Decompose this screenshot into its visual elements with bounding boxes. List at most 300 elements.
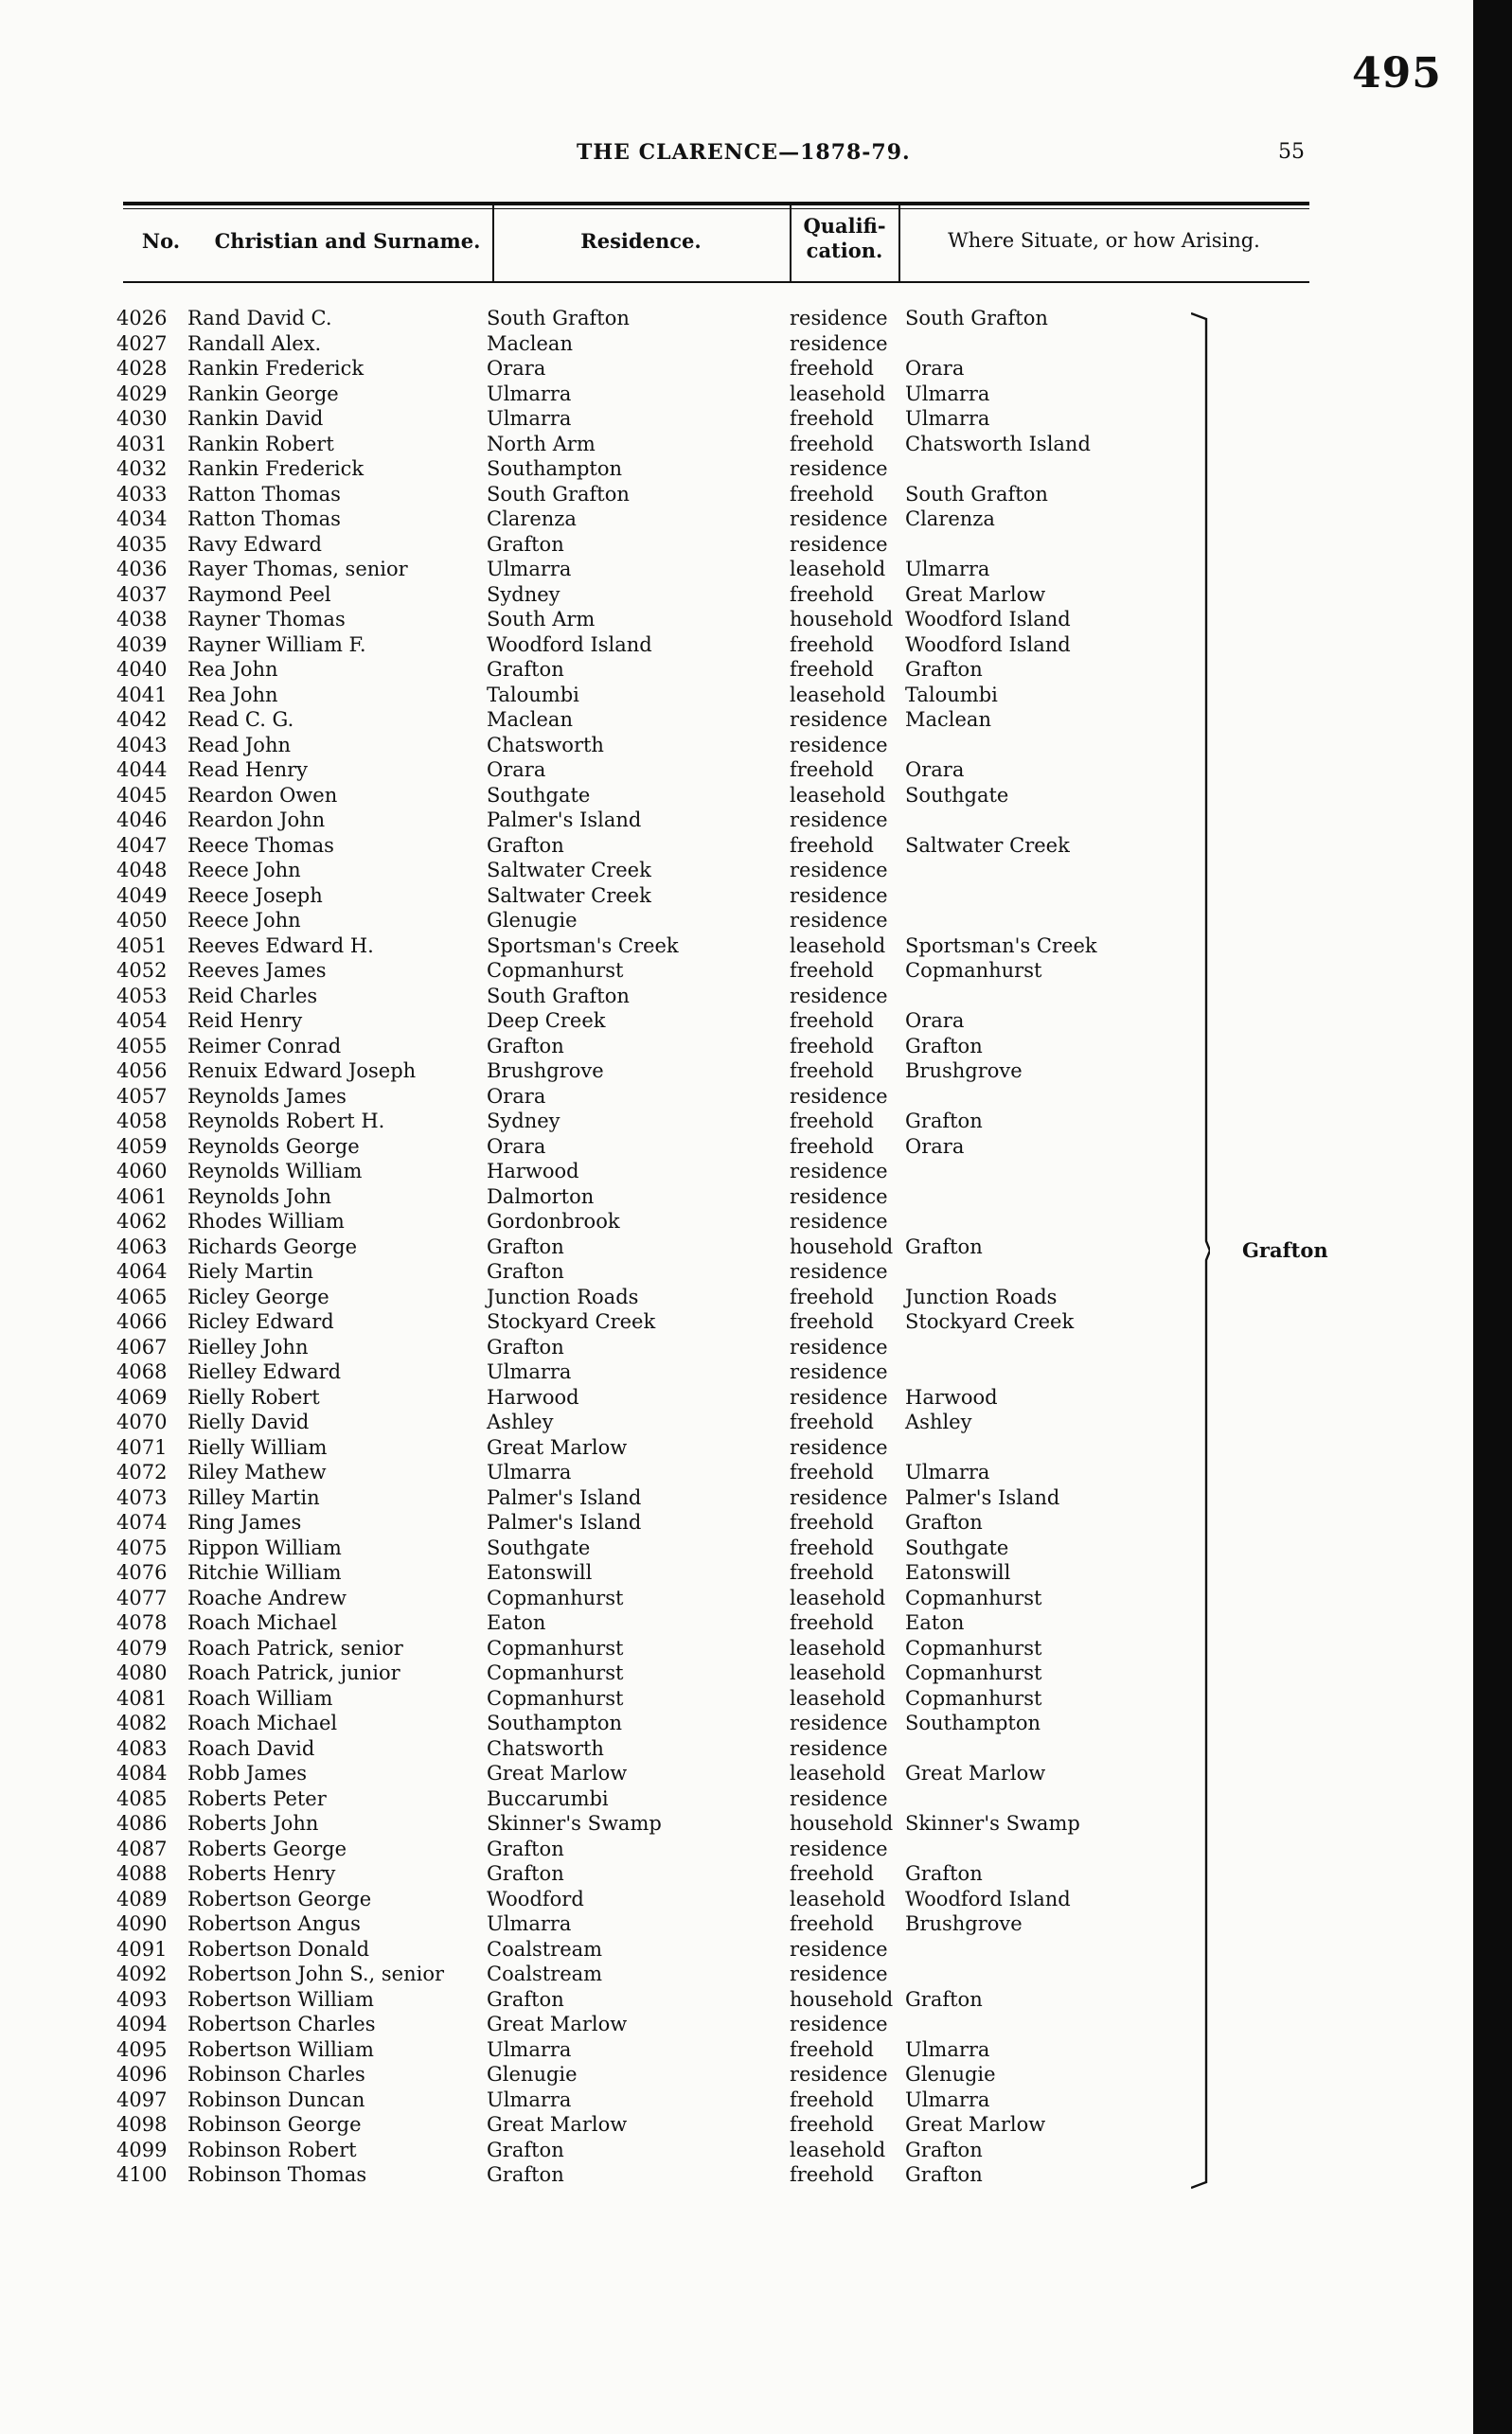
entry-qualification: residence [790, 1360, 888, 1383]
entry-where: Sportsman's Creek [905, 933, 1097, 957]
entry-name: Robinson Duncan [187, 2088, 365, 2111]
entry-qualification: freehold [790, 833, 874, 857]
entry-name: Reeves Edward H. [187, 933, 374, 957]
entry-qualification: freehold [790, 1110, 874, 1132]
table-row [0, 1159, 1325, 1184]
table-row [0, 607, 1325, 632]
table-row [0, 858, 1325, 883]
header-residence: Residence. [580, 229, 702, 253]
entry-name: Rayner William F. [187, 632, 366, 656]
header-name: Christian and Surname. [214, 229, 481, 253]
entry-number: 4027 [116, 331, 168, 355]
entry-qualification: freehold [790, 2088, 874, 2111]
entry-qualification: residence [790, 1837, 888, 1860]
table-row [0, 1359, 1325, 1385]
entry-number: 4096 [116, 2063, 168, 2086]
entry-number: 4074 [116, 1511, 168, 1534]
page-number: 495 [1352, 49, 1442, 98]
entry-qualification: residence [790, 708, 888, 731]
entry-residence: Grafton [487, 1987, 564, 2011]
table-row [0, 707, 1325, 733]
entry-name: Reynolds George [187, 1134, 360, 1158]
entry-residence: Ulmarra [487, 1360, 572, 1383]
entry-residence: Great Marlow [487, 2113, 628, 2136]
entry-residence: Harwood [487, 1385, 579, 1409]
entry-residence: Orara [487, 1084, 546, 1108]
entry-number: 4047 [116, 833, 168, 857]
entry-qualification: freehold [790, 959, 874, 982]
table-row [0, 683, 1325, 708]
table-row [0, 808, 1325, 833]
entry-qualification: leasehold [790, 1586, 886, 1609]
entry-where: Ulmarra [905, 2037, 990, 2061]
entry-residence: Southgate [487, 783, 591, 807]
entry-residence: Junction Roads [487, 1285, 639, 1308]
entry-number: 4089 [116, 1887, 168, 1910]
entry-name: Rankin Frederick [187, 357, 365, 380]
entry-residence: Copmanhurst [487, 1636, 624, 1660]
entry-name: Rielly Robert [187, 1385, 320, 1409]
entry-name: Rankin George [187, 382, 339, 405]
entry-number: 4053 [116, 984, 168, 1007]
header-where: Where Situate, or how Arising. [948, 229, 1260, 252]
entry-qualification: freehold [790, 1285, 874, 1308]
entry-name: Rhodes William [187, 1210, 345, 1233]
table-row [0, 1586, 1325, 1611]
entry-number: 4031 [116, 432, 168, 455]
entry-qualification: freehold [790, 658, 874, 681]
entry-name: Reid Henry [187, 1009, 303, 1032]
entry-qualification: freehold [790, 632, 874, 656]
entry-name: Read John [187, 733, 291, 756]
table-row [0, 2112, 1325, 2138]
entry-number: 4045 [116, 783, 168, 807]
entry-name: Rankin David [187, 407, 324, 430]
entry-residence: Ulmarra [487, 1912, 572, 1935]
entry-qualification: leasehold [790, 2138, 886, 2161]
entry-name: Raymond Peel [187, 582, 331, 606]
table-row [0, 1435, 1325, 1461]
entry-name: Robertson John S., senior [187, 1963, 445, 1985]
entry-qualification: residence [790, 1937, 888, 1961]
entry-where: Grafton [905, 1235, 983, 1258]
entry-name: Roach David [187, 1736, 315, 1760]
entry-qualification: residence [790, 1712, 888, 1734]
table-row [0, 1385, 1325, 1411]
table-row [0, 2088, 1325, 2113]
table-row [0, 1636, 1325, 1661]
entry-number: 4088 [116, 1862, 168, 1885]
entry-number: 4075 [116, 1536, 168, 1559]
entry-name: Reardon John [187, 808, 326, 831]
entry-name: Ring James [187, 1511, 302, 1534]
entry-qualification: residence [790, 1485, 888, 1509]
entry-name: Reece Joseph [187, 883, 323, 907]
entry-number: 4068 [116, 1360, 168, 1383]
entry-name: Rand David C. [187, 307, 332, 329]
entry-residence: Palmer's Island [487, 808, 642, 831]
table-row [0, 1309, 1325, 1335]
entry-qualification: residence [790, 1736, 888, 1760]
entry-qualification: freehold [790, 582, 874, 606]
entry-name: Reece John [187, 909, 301, 932]
bracket [1191, 311, 1210, 2190]
entry-where: Orara [905, 357, 965, 380]
entry-name: Ricley Edward [187, 1310, 334, 1333]
table-row [0, 1134, 1325, 1160]
entry-number: 4076 [116, 1561, 168, 1584]
table-row [0, 1285, 1325, 1310]
entry-number: 4046 [116, 808, 168, 831]
entry-residence: Grafton [487, 1862, 564, 1885]
entry-name: Roberts Henry [187, 1862, 336, 1885]
table-row [0, 532, 1325, 558]
entry-where: Chatsworth Island [905, 432, 1091, 455]
entry-residence: Copmanhurst [487, 1586, 624, 1609]
entry-name: Read Henry [187, 758, 309, 781]
entry-where: Copmanhurst [905, 1686, 1042, 1710]
table-row [0, 582, 1325, 608]
table-row [0, 331, 1325, 357]
entry-qualification: freehold [790, 1461, 874, 1483]
entry-where: Clarenza [905, 507, 995, 530]
entry-qualification: residence [790, 331, 888, 355]
table-row [0, 1610, 1325, 1636]
entry-residence: Grafton [487, 658, 564, 681]
folio-number: 55 [1278, 140, 1305, 164]
entry-residence: Stockyard Creek [487, 1310, 656, 1333]
entry-residence: Grafton [487, 532, 564, 556]
table-row [0, 2062, 1325, 2088]
entry-where: Orara [905, 758, 965, 781]
entry-residence: Copmanhurst [487, 1661, 624, 1684]
entry-residence: Grafton [487, 1235, 564, 1258]
entry-qualification: residence [790, 457, 888, 480]
entry-where: Junction Roads [905, 1285, 1058, 1308]
entry-number: 4026 [116, 307, 168, 329]
table-row [0, 958, 1325, 984]
table-row [0, 1711, 1325, 1736]
entry-where: Ulmarra [905, 1461, 990, 1483]
table-row [0, 1937, 1325, 1963]
entry-qualification: household [790, 608, 894, 631]
entry-qualification: leasehold [790, 1887, 886, 1910]
entry-qualification: residence [790, 1335, 888, 1359]
entry-qualification: freehold [790, 1034, 874, 1057]
table-row [0, 456, 1325, 482]
entry-name: Rielly David [187, 1411, 310, 1433]
entry-where: Orara [905, 1134, 965, 1158]
entry-name: Robinson Thomas [187, 2163, 367, 2186]
entry-qualification: freehold [790, 432, 874, 455]
header-rule-bottom [123, 281, 1309, 283]
entry-residence: Deep Creek [487, 1009, 606, 1032]
entry-name: Randall Alex. [187, 331, 322, 355]
entry-number: 4033 [116, 482, 168, 506]
entry-number: 4032 [116, 457, 168, 480]
entry-number: 4057 [116, 1084, 168, 1108]
entry-residence: Ulmarra [487, 2088, 572, 2111]
table-row [0, 1410, 1325, 1435]
table-row [0, 482, 1325, 507]
entry-number: 4038 [116, 608, 168, 631]
entry-name: Roach Patrick, senior [187, 1636, 403, 1660]
entry-where: Grafton [905, 2163, 983, 2186]
entry-qualification: freehold [790, 1511, 874, 1534]
table-row [0, 1058, 1325, 1084]
entry-qualification: household [790, 1987, 894, 2011]
entry-name: Ricley George [187, 1285, 329, 1308]
entry-name: Rea John [187, 658, 278, 681]
entry-qualification: residence [790, 1160, 888, 1182]
table-row [0, 2037, 1325, 2063]
entry-qualification: leasehold [790, 1661, 886, 1684]
table-row [0, 1962, 1325, 1987]
entry-name: Ritchie William [187, 1561, 342, 1584]
entry-residence: Skinner's Swamp [487, 1812, 662, 1835]
entry-where: Ashley [905, 1411, 972, 1433]
entry-name: Reimer Conrad [187, 1034, 342, 1057]
entry-residence: Sydney [487, 582, 560, 606]
entry-where: Grafton [905, 1862, 983, 1885]
entry-name: Reynolds John [187, 1184, 331, 1208]
header-qualification-line1: Qualifi- [803, 214, 886, 238]
table-row [0, 406, 1325, 432]
entry-residence: Ulmarra [487, 407, 572, 430]
entry-residence: Woodford [487, 1887, 584, 1910]
entry-where: South Grafton [905, 307, 1048, 329]
entry-name: Robinson Robert [187, 2138, 357, 2161]
table-row [0, 1761, 1325, 1786]
entry-residence: Grafton [487, 1837, 564, 1860]
entries-list [0, 306, 1325, 2188]
entry-qualification: leasehold [790, 1762, 886, 1785]
entry-number: 4072 [116, 1461, 168, 1483]
entry-name: Roach Michael [187, 1611, 338, 1634]
entry-where: Palmer's Island [905, 1485, 1060, 1509]
entry-name: Robertson William [187, 2037, 374, 2061]
entry-number: 4093 [116, 1987, 168, 2011]
entry-qualification: freehold [790, 1411, 874, 1433]
entry-name: Rilley Martin [187, 1485, 320, 1509]
entry-residence: Harwood [487, 1160, 579, 1182]
entry-name: Reynolds James [187, 1084, 347, 1108]
entry-number: 4034 [116, 507, 168, 530]
entry-name: Rippon William [187, 1536, 342, 1559]
entry-residence: Grafton [487, 1335, 564, 1359]
entry-name: Rayer Thomas, senior [187, 558, 408, 580]
entry-where: Copmanhurst [905, 1661, 1042, 1684]
entry-residence: Maclean [487, 708, 573, 731]
entry-number: 4087 [116, 1837, 168, 1860]
entry-where: Ulmarra [905, 558, 990, 580]
table-row [0, 2162, 1325, 2188]
entry-where: Great Marlow [905, 2113, 1046, 2136]
entry-residence: Copmanhurst [487, 1686, 624, 1710]
entry-qualification: residence [790, 507, 888, 530]
entry-number: 4051 [116, 933, 168, 957]
entry-qualification: residence [790, 1184, 888, 1208]
entry-name: Rea John [187, 683, 278, 706]
table-row [0, 1259, 1325, 1285]
header-rule-top-thin [123, 208, 1309, 209]
entry-where: Skinner's Swamp [905, 1812, 1080, 1835]
header-qualification-line2: cation. [806, 239, 883, 262]
entry-where: Southgate [905, 1536, 1009, 1559]
entry-number: 4059 [116, 1134, 168, 1158]
entry-number: 4082 [116, 1712, 168, 1734]
entry-qualification: residence [790, 1786, 888, 1810]
entry-name: Robertson Donald [187, 1937, 370, 1961]
entry-where: Brushgrove [905, 1912, 1023, 1935]
entry-qualification: freehold [790, 407, 874, 430]
entry-residence: Coalstream [487, 1963, 603, 1985]
entry-name: Roach Michael [187, 1712, 338, 1734]
entry-residence: South Grafton [487, 482, 630, 506]
entry-qualification: residence [790, 883, 888, 907]
entry-number: 4100 [116, 2163, 168, 2186]
entry-qualification: freehold [790, 758, 874, 781]
entry-name: Roberts George [187, 1837, 347, 1860]
entry-where: Eaton [905, 1611, 965, 1634]
entry-number: 4065 [116, 1285, 168, 1308]
entry-residence: Grafton [487, 2163, 564, 2186]
entry-where: Grafton [905, 2138, 983, 2161]
entry-residence: Great Marlow [487, 1762, 628, 1785]
entry-residence: Eatonswill [487, 1561, 593, 1584]
entry-name: Reynolds William [187, 1160, 363, 1182]
entry-where: Copmanhurst [905, 1586, 1042, 1609]
entry-residence: Ulmarra [487, 2037, 572, 2061]
table-row [0, 382, 1325, 407]
entry-residence: Great Marlow [487, 1435, 628, 1459]
entry-name: Roberts Peter [187, 1786, 327, 1810]
entry-name: Rielley Edward [187, 1360, 342, 1383]
table-row [0, 1661, 1325, 1686]
entry-number: 4028 [116, 357, 168, 380]
entry-where: Taloumbi [905, 683, 998, 706]
entry-residence: South Grafton [487, 984, 630, 1007]
entry-residence: Orara [487, 357, 546, 380]
table-row [0, 1510, 1325, 1536]
entry-number: 4064 [116, 1260, 168, 1283]
entry-where: Southampton [905, 1712, 1041, 1734]
entry-qualification: leasehold [790, 1636, 886, 1660]
entry-residence: Ulmarra [487, 382, 572, 405]
entry-where: Great Marlow [905, 582, 1046, 606]
entry-name: Riley Mathew [187, 1461, 327, 1483]
entry-residence: Grafton [487, 2138, 564, 2161]
entry-name: Roberts John [187, 1812, 319, 1835]
entry-number: 4060 [116, 1160, 168, 1182]
entry-residence: Brushgrove [487, 1059, 604, 1082]
entry-number: 4061 [116, 1184, 168, 1208]
entry-qualification: freehold [790, 1059, 874, 1082]
entry-number: 4049 [116, 883, 168, 907]
entry-residence: Chatsworth [487, 1736, 604, 1760]
entry-name: Robertson Charles [187, 2013, 376, 2035]
entry-name: Reid Charles [187, 984, 318, 1007]
entry-qualification: freehold [790, 357, 874, 380]
entry-where: Woodford Island [905, 632, 1071, 656]
entry-residence: Glenugie [487, 2063, 578, 2086]
entry-residence: Taloumbi [487, 683, 579, 706]
entry-residence: Orara [487, 1134, 546, 1158]
table-row [0, 657, 1325, 683]
entry-where: Great Marlow [905, 1762, 1046, 1785]
table-row [0, 1786, 1325, 1812]
table-row [0, 984, 1325, 1009]
entry-where: Harwood [905, 1385, 998, 1409]
entry-where: Ulmarra [905, 407, 990, 430]
table-row [0, 557, 1325, 582]
entry-residence: Chatsworth [487, 733, 604, 756]
entry-name: Richards George [187, 1235, 358, 1258]
entry-qualification: leasehold [790, 683, 886, 706]
entry-name: Robertson William [187, 1987, 374, 2011]
entry-name: Ratton Thomas [187, 482, 341, 506]
table-row [0, 783, 1325, 808]
entry-number: 4095 [116, 2037, 168, 2061]
entry-residence: Orara [487, 758, 546, 781]
table-row [0, 506, 1325, 532]
entry-residence: Grafton [487, 1260, 564, 1283]
entry-qualification: residence [790, 984, 888, 1007]
entry-number: 4069 [116, 1385, 168, 1409]
entry-where: Woodford Island [905, 608, 1071, 631]
entry-name: Ravy Edward [187, 532, 322, 556]
entry-residence: Eaton [487, 1611, 546, 1634]
entry-qualification: leasehold [790, 382, 886, 405]
entry-number: 4036 [116, 558, 168, 580]
entry-number: 4092 [116, 1963, 168, 1985]
entry-qualification: residence [790, 859, 888, 881]
entry-number: 4079 [116, 1636, 168, 1660]
entry-number: 4086 [116, 1812, 168, 1835]
entry-where: Maclean [905, 708, 991, 731]
entry-where: Grafton [905, 1110, 983, 1132]
table-row [0, 1084, 1325, 1110]
entry-residence: Saltwater Creek [487, 883, 651, 907]
entry-number: 4073 [116, 1485, 168, 1509]
entry-number: 4056 [116, 1059, 168, 1082]
table-row [0, 1235, 1325, 1260]
entry-name: Ratton Thomas [187, 507, 341, 530]
entry-qualification: residence [790, 1210, 888, 1233]
entry-number: 4070 [116, 1411, 168, 1433]
entry-name: Reardon Owen [187, 783, 338, 807]
entry-qualification: residence [790, 532, 888, 556]
entry-qualification: residence [790, 1260, 888, 1283]
entry-residence: Coalstream [487, 1937, 603, 1961]
table-row [0, 1184, 1325, 1210]
entry-qualification: freehold [790, 2113, 874, 2136]
entry-residence: Saltwater Creek [487, 859, 651, 881]
entry-where: Copmanhurst [905, 959, 1042, 982]
entry-residence: Southampton [487, 457, 623, 480]
entry-number: 4052 [116, 959, 168, 982]
entry-number: 4094 [116, 2013, 168, 2035]
entry-residence: Dalmorton [487, 1184, 595, 1208]
entry-qualification: freehold [790, 1912, 874, 1935]
entry-name: Roach William [187, 1686, 333, 1710]
table-row [0, 1460, 1325, 1485]
entry-where: Copmanhurst [905, 1636, 1042, 1660]
entry-name: Rankin Frederick [187, 457, 365, 480]
entry-qualification: residence [790, 1435, 888, 1459]
entry-number: 4084 [116, 1762, 168, 1785]
table-row [0, 733, 1325, 758]
